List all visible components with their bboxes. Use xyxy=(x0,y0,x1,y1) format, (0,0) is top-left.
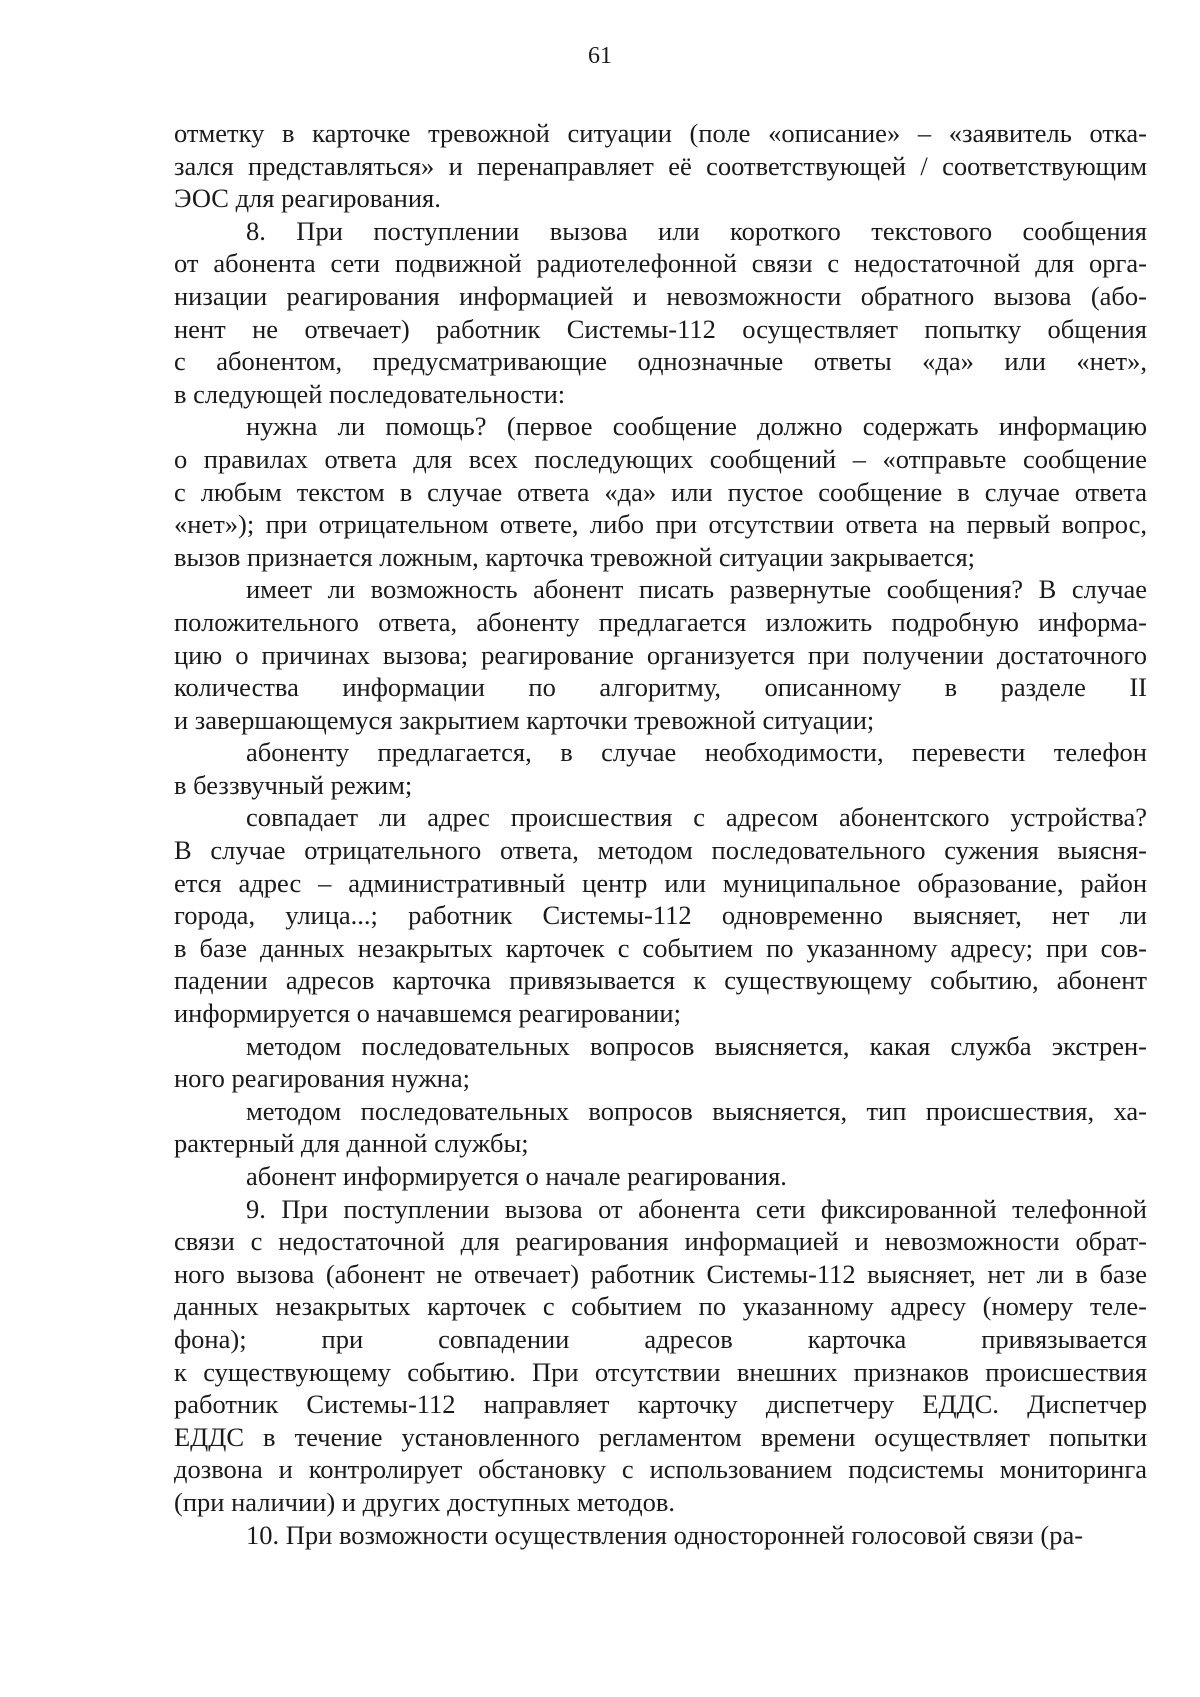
text-line: ного реагирования нужна; xyxy=(174,1063,470,1094)
text-line: количества информации по алгоритму, описанному в разделе II xyxy=(174,672,1147,703)
paragraph-item-10 xyxy=(174,1519,1147,1552)
paragraph-service-needed xyxy=(174,1030,1147,1095)
text-line: дозвона и контролирует обстановку с использованием подсистемы мониторинга xyxy=(174,1454,1147,1485)
text-line: цию о причинах вызова; реагирование организуется при получении достаточного xyxy=(174,639,1147,670)
text-line: рактерный для данной службы; xyxy=(174,1128,529,1159)
text-line: нент не отвечает) работник Системы-112 осуществляет попытку общения xyxy=(174,313,1147,344)
text-line: в следующей последовательности: xyxy=(174,378,566,409)
text-line: фона); при совпадении адресов карточка привязывается xyxy=(174,1323,1147,1354)
text-line: отметку в карточке тревожной ситуации (поле «описание» – «заявитель отка- xyxy=(174,118,1147,148)
text-line: с абонентом, предусматривающие однозначные ответы «да» или «нет», xyxy=(174,346,1147,377)
page-number: 61 xyxy=(588,43,612,69)
paragraph-need-help xyxy=(174,410,1147,573)
paragraph-incident-type xyxy=(174,1095,1147,1160)
text-line: о правилах ответа для всех последующих сообщений – «отправьте сообщение xyxy=(174,443,1147,474)
text-line: в базе данных незакрытых карточек с событием по указанному адресу; при сов- xyxy=(174,932,1147,963)
text-line: падении адресов карточка привязывается к существующему событию, абонент xyxy=(174,965,1147,996)
paragraph-item-9 xyxy=(174,1193,1147,1519)
paragraph-detailed-messages xyxy=(174,573,1147,736)
text-line: от абонента сети подвижной радиотелефонной связи с недостаточной для орга- xyxy=(174,248,1147,279)
text-line: работник Системы-112 направляет карточку диспетчеру ЕДДС. Диспетчер xyxy=(174,1389,1147,1420)
text-line: ЕДДС в течение установленного регламентом времени осуществляет попытки xyxy=(174,1421,1147,1452)
text-line: методом последовательных вопросов выясняется, тип происшествия, ха- xyxy=(246,1095,1147,1126)
text-line: в беззвучный режим; xyxy=(174,769,413,800)
paragraph-continuation xyxy=(174,117,1147,215)
text-line: с любым текстом в случае ответа «да» или пустое сообщение в случае ответа xyxy=(174,476,1147,507)
text-line: ется адрес – административный центр или муниципальное образование, район xyxy=(174,867,1147,898)
text-line: положительного ответа, абоненту предлагается изложить подробную информа- xyxy=(174,606,1147,637)
paragraph-response-start xyxy=(174,1160,1147,1193)
text-line: абонент информируется о начале реагирования. xyxy=(246,1161,787,1191)
text-line: 8. При поступлении вызова или короткого текстового сообщения xyxy=(246,215,1147,246)
text-line: к существующему событию. При отсутствии внешних признаков происшествия xyxy=(174,1356,1147,1387)
text-line: вызов признается ложным, карточка тревожной ситуации закрывается; xyxy=(174,541,975,572)
text-line: информируется о начавшемся реагировании; xyxy=(174,998,681,1029)
text-line: города, улица...; работник Системы-112 одновременно выясняет, нет ли xyxy=(174,900,1147,931)
paragraph-item-8 xyxy=(174,215,1147,411)
text-line: (при наличии) и других доступных методов. xyxy=(174,1486,675,1517)
paragraph-silent-mode xyxy=(174,736,1147,801)
text-line: ного вызова (абонент не отвечает) работник Системы-112 выясняет, нет ли в базе xyxy=(174,1258,1147,1289)
text-line: абоненту предлагается, в случае необходимости, перевести телефон xyxy=(246,737,1147,768)
text-line: имеет ли возможность абонент писать развернутые сообщения? В случае xyxy=(246,574,1147,605)
text-line: связи с недостаточной для реагирования информацией и невозможности обрат- xyxy=(174,1226,1147,1257)
text-line: В случае отрицательного ответа, методом последовательного сужения выясня- xyxy=(174,835,1147,866)
paragraph-address-match xyxy=(174,801,1147,1029)
text-line: совпадает ли адрес происшествия с адресом абонентского устройства? xyxy=(246,802,1147,833)
text-line: 10. При возможности осуществления односторонней голосовой связи (ра- xyxy=(246,1519,1084,1550)
text-line: и завершающемуся закрытием карточки тревожной ситуации; xyxy=(174,704,875,735)
text-line: ЭОС для реагирования. xyxy=(174,183,441,214)
text-line: зался представляться» и перенаправляет её соответствующей / соответствующим xyxy=(174,150,1147,181)
text-line: низации реагирования информацией и невозможности обратного вызова (або- xyxy=(174,280,1147,311)
text-line: данных незакрытых карточек с событием по указанному адресу (номеру теле- xyxy=(174,1291,1147,1322)
text-line: методом последовательных вопросов выясняется, какая служба экстрен- xyxy=(246,1030,1147,1061)
text-line: 9. При поступлении вызова от абонента сети фиксированной телефонной xyxy=(246,1193,1147,1224)
text-line: «нет»); при отрицательном ответе, либо при отсутствии ответа на первый вопрос, xyxy=(174,509,1147,540)
text-line: нужна ли помощь? (первое сообщение должно содержать информацию xyxy=(246,411,1147,442)
document-body xyxy=(174,117,1147,1551)
